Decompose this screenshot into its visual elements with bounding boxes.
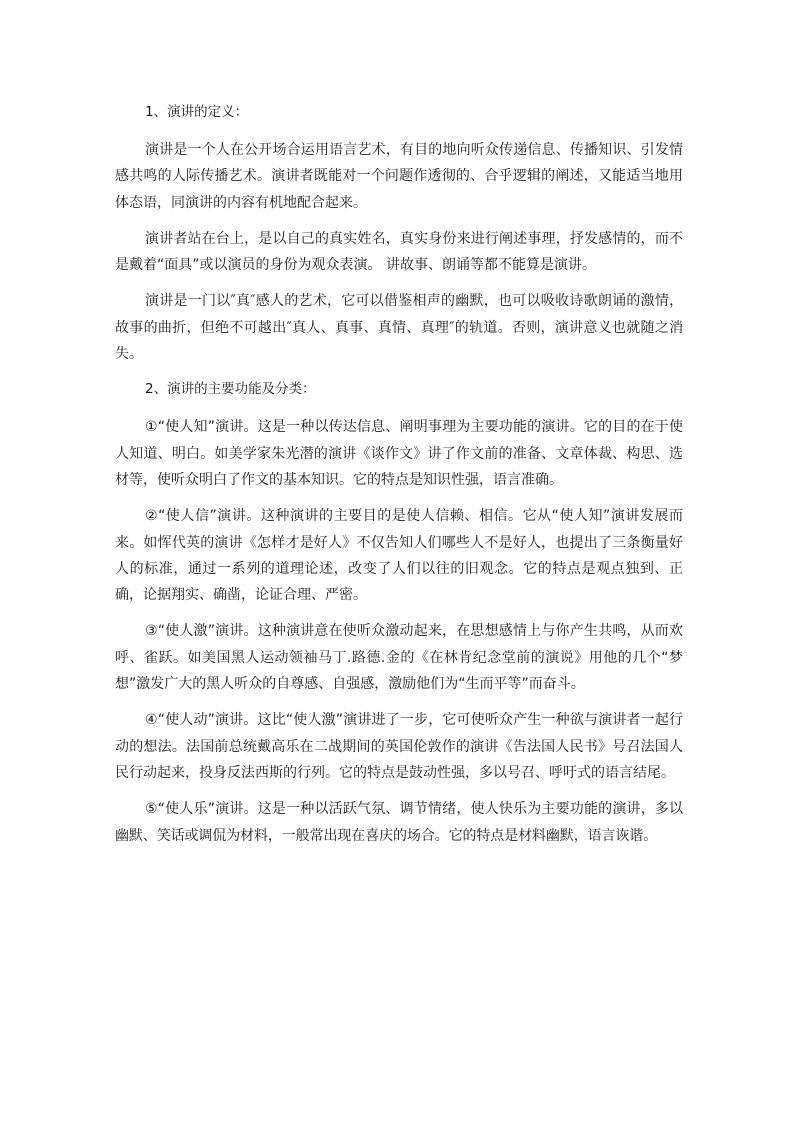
paragraph-definition: 演讲是一个人在公开场合运用语言艺术，有目的地向听众传递信息、传播知识、引发情感共鸣的人际传播艺术。演讲者既能对一个问题作透彻的、合乎逻辑的阐述，又能适当地用体态语，同演讲的内容有机地配合起来。 — [115, 142, 683, 211]
document-body — [115, 100, 683, 859]
paragraph-actuate: ④“使人动”演讲。这比“使人激”演讲进了一步，它可使听众产生一种欲与演讲者一起行动的想法。法国前总统戴高乐在二战期间的英国伦敦作的演讲《告法国人民书》号召法国人民行动起来，投身反法西斯的行列。它的特点是鼓动性强，多以号召、呼吁式的语言结尾。 — [115, 712, 683, 781]
section-heading-functions: 2、演讲的主要功能及分类： — [145, 381, 316, 398]
paragraph-entertain: ⑤“使人乐”演讲。这是一种以活跃气氛、调节情绪，使人快乐为主要功能的演讲，多以幽默、笑话或调侃为材料，一般常出现在喜庆的场合。它的特点是材料幽默，语言诙谐。 — [115, 801, 683, 844]
paragraph-inform: ①“使人知”演讲。这是一种以传达信息、阐明事理为主要功能的演讲。它的目的在于使人知道、明白。如美学家朱光潜的演讲《谈作文》讲了作文前的准备、文章体裁、构思、选材等，使听众明白了作文的基本知识。它的特点是知识性强，语言准确。 — [115, 419, 683, 488]
paragraph-inspire: ③“使人激”演讲。这种演讲意在使听众激动起来，在思想感情上与你产生共鸣，从而欢呼、雀跃。如美国黑人运动领袖马丁.路德.金的《在林肯纪念堂前的演说》用他的几个“梦想”激发广大的黑人听众的自尊感、自强感，激励他们为“生而平等”而奋斗。 — [115, 623, 683, 693]
paragraph-speaker-identity: 演讲者站在台上，是以自己的真实姓名，真实身份来进行阐述事理，抒发感情的，而不是戴着“面具”或以演员的身份为观众表演。 讲故事、朗诵等都不能算是演讲。 — [115, 230, 683, 274]
section-heading-definition: 1、演讲的定义： — [145, 104, 249, 120]
paragraph-art-of-truth: 演讲是一门以″真″感人的艺术，它可以借鉴相声的幽默，也可以吸收诗歌朗诵的激情，故事的曲折，但绝不可越出″真人、真事、真情、真理″的轨道。否则，演讲意义也就随之消失。 — [115, 293, 683, 363]
paragraph-persuade: ②“使人信”演讲。这种演讲的主要目的是使人信赖、相信。它从“使人知”演讲发展而来。如恽代英的演讲《怎样才是好人》不仅告知人们哪些人不是好人，也提出了三条衡量好人的标准，通过一系列的道理论述，改变了人们以往的旧观念。它的特点是观点独到、正确，论据翔实、确凿，论证合理、严密。 — [115, 508, 683, 604]
